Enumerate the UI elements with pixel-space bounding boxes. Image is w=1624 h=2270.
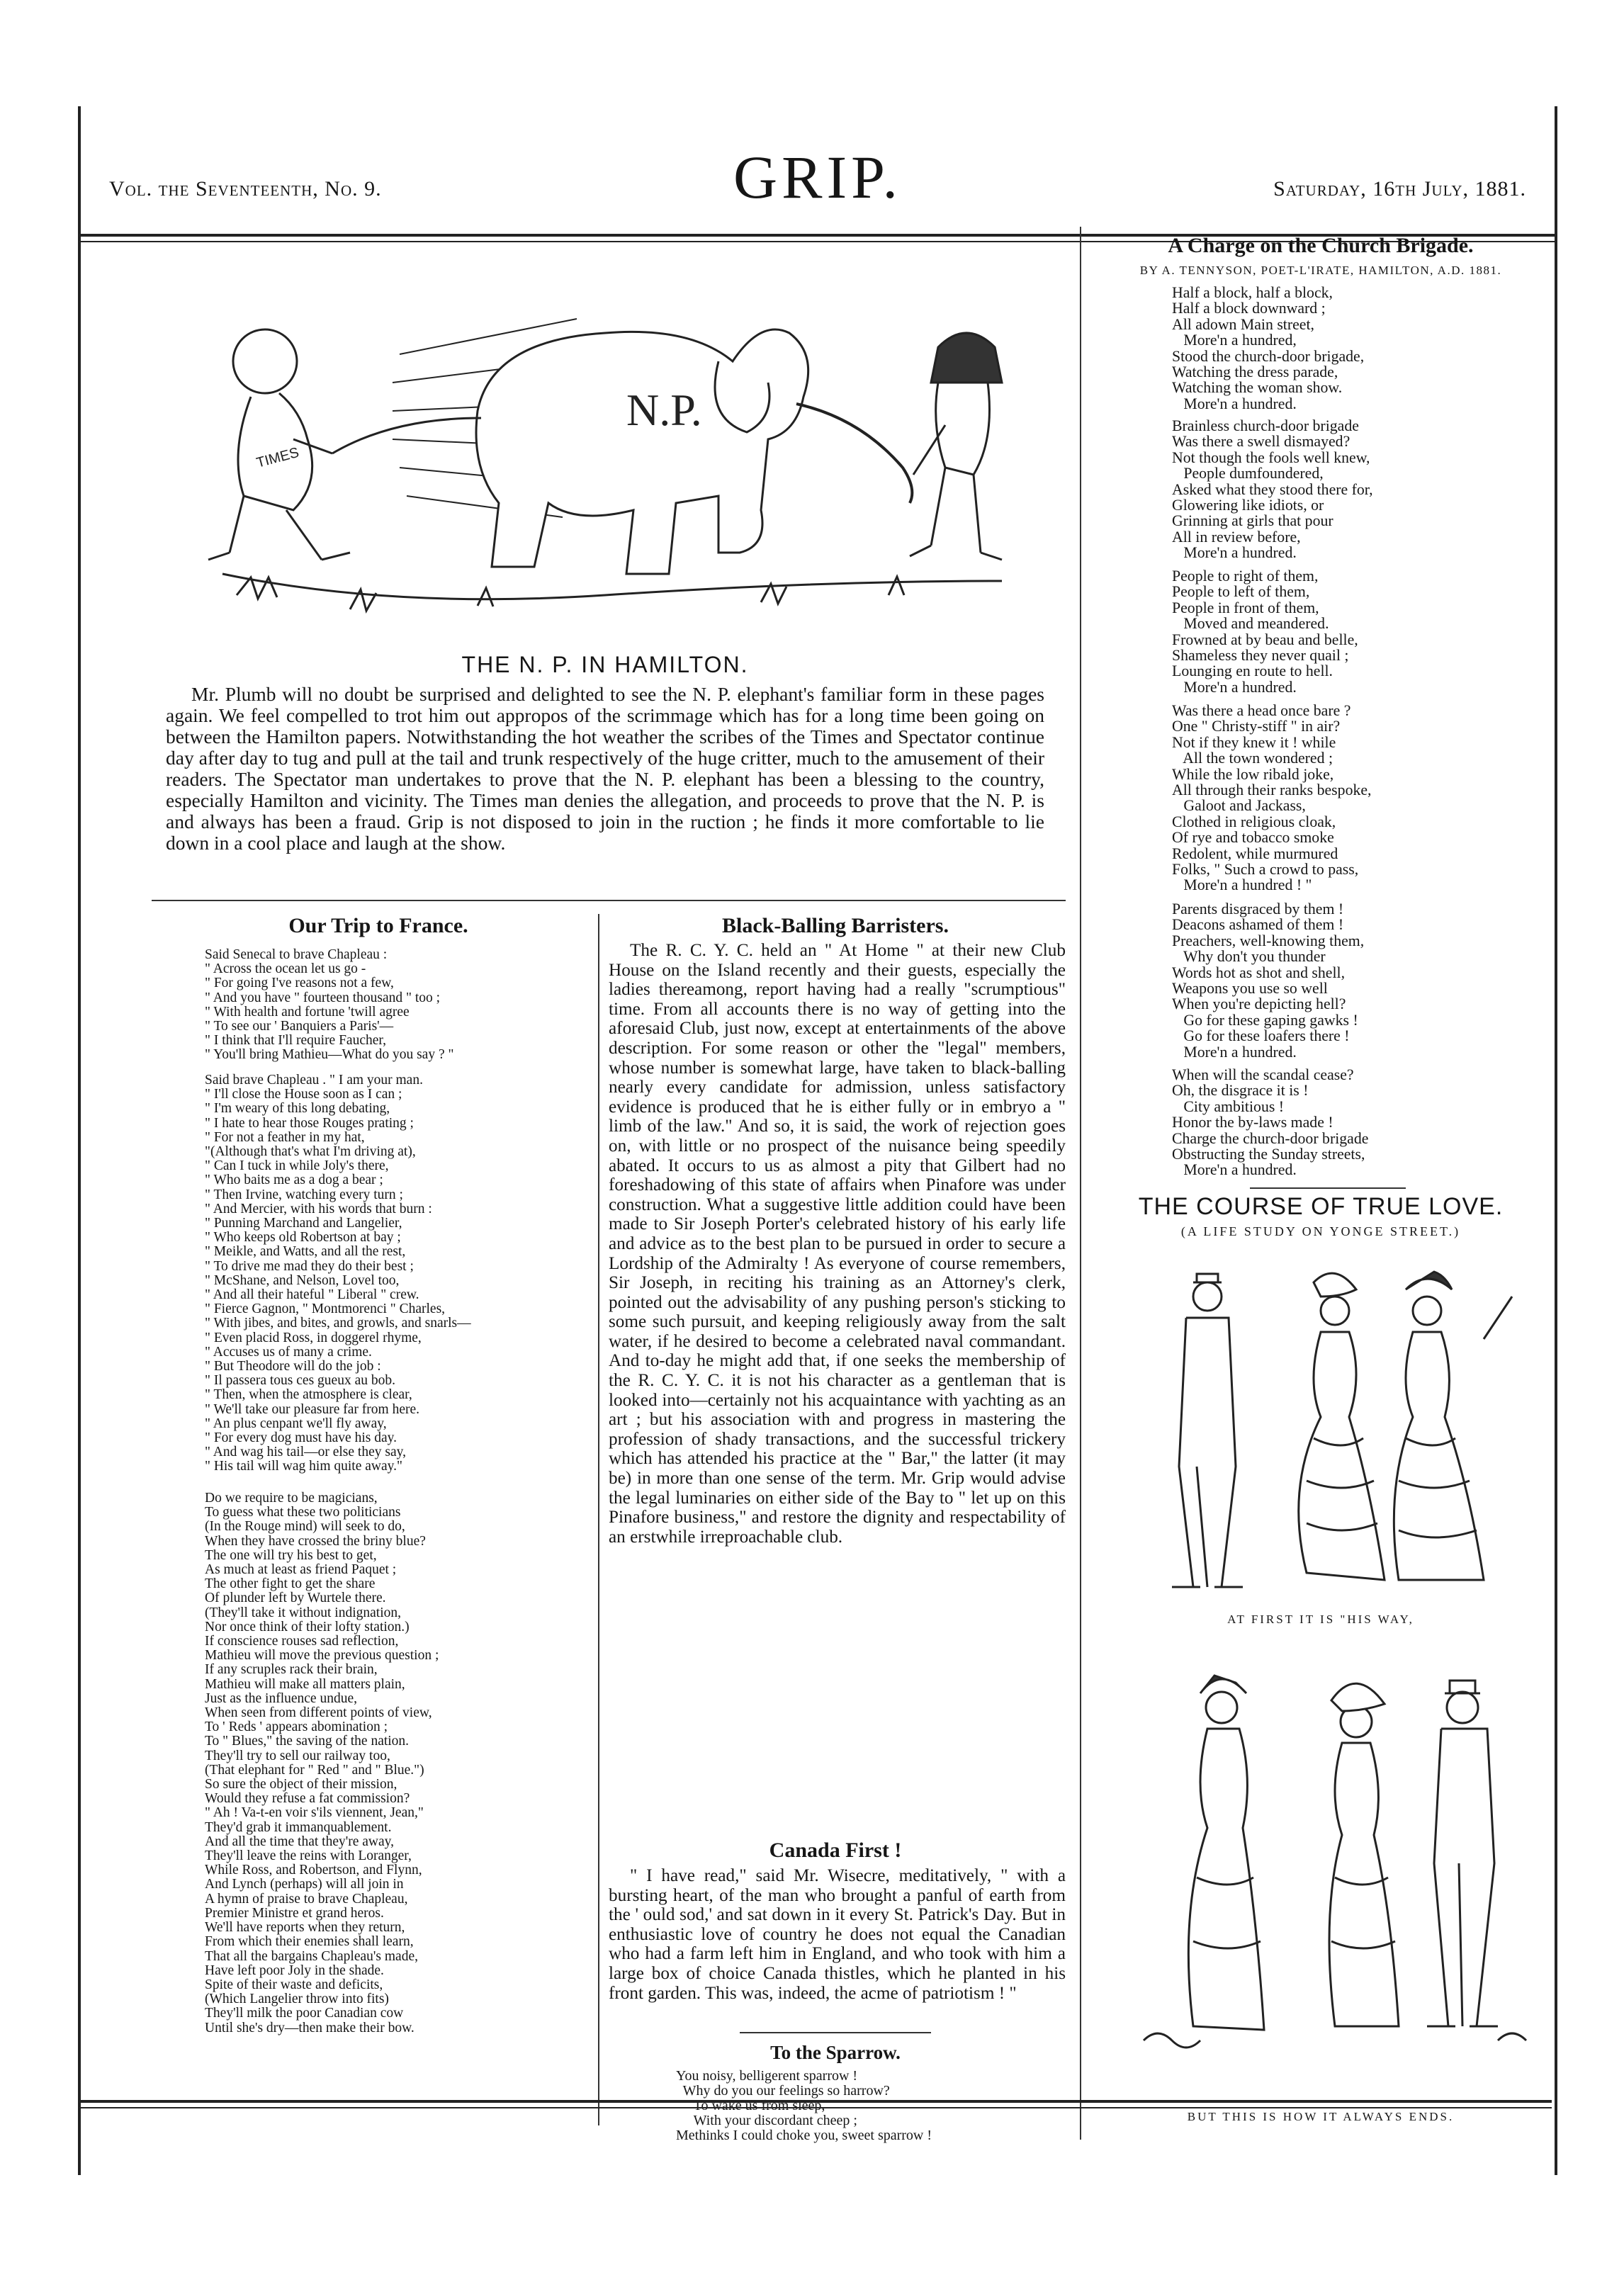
issue-date: Saturday, 16th July, 1881. — [1273, 177, 1526, 201]
love-cartoon-end — [1129, 1644, 1555, 2069]
love-caption-end: BUT THIS IS HOW IT ALWAYS ENDS. — [1187, 2110, 1455, 2123]
love-title: THE COURSE OF TRUE LOVE. — [1138, 1193, 1504, 1220]
canada-article — [609, 1866, 1066, 2003]
times-label: TIMES — [254, 444, 301, 471]
masthead — [81, 128, 1555, 227]
charge-stanza-3: People to right of them, People to left of them, People in front of them, Moved and meandered. Frowned at by beau and belle, Shameless they never quail ; Lounging en route to hell. More'n a hundred. — [1172, 568, 1358, 696]
barristers-text: The R. C. Y. C. held an " At Home " at their new Club House on the Island recently and their guests, especially the ladies thereamong, report having had a really "scrumptious" time. From all accounts there is no way of getting into the aforesaid Club, just now, except at entertainments of the above description. For some reason or other the "legal" members, whose number is somewhat large, have taken to black-balling nearly every candidate for admission, unless satisfactory evidence is produced that he is either fully or in embryo a " limb of the law." And so, it is said, the work of rejection goes on, with little or no prospect of the nuisance being speedily abated. It occurs to us as almost a pity that Gilbert had no foreshadowing of this state of affairs when Pinafore was under construction. What a suggestive little addition could have been made to Sir Joseph Porter's celebrated history of his early life and advice as to the best plan to be pursued in order to secure a Lordship of the Admiralty ! As everyone of course remembers, Sir Joseph, in reciting his training as an Attorney's clerk, pointed out the advisability of any pushing person's sticking to some such pursuit, and keeping religiously away from the salt water, if he desired to become a celebrated naval commandant. And to-day he might add that, if one seeks the membership of the R. C. Y. C. it is not his character as a gentleman that is looked into—certainly not his acquaintance with yachting as an art ; but his association with and progress in mastering the profession of shady transactions, and the successful trickery which has attended his practice at the " Bar," the latter (it may be) in more than one sense of the term. Mr. Grip would advise the legal luminaries on either side of the Bay to " let up on this Pinafore business," and restore the dignity and respectability of an erstwhile irreproachable club. — [609, 941, 1066, 1547]
charge-byline: BY A. TENNYSON, POET-L'IRATE, HAMILTON, A.D. 1881. — [1139, 264, 1502, 277]
newspaper-title: GRIP. — [733, 143, 902, 211]
page-foot-rule-thin — [78, 2107, 1552, 2108]
charge-stanza-6: When will the scandal cease? Oh, the disgrace it is ! City ambitious ! Honor the by-laws made ! Charge the church-door brigade Obstructing the Sunday streets, More'n a hundred. — [1172, 1066, 1369, 1179]
trip-stanza-2: Said brave Chapleau . " I am your man. " I'll close the House soon as I can ; " I'm weary of this long debating, " I hate to hear those Rouges prating ; " For not a feather in my hat, "(Although that's what I'm driving at), " Can I tuck in while Joly's there, " Who baits me as a dog a bear ; " Then Irvine, watching every turn ; " And Mercier, with his words that burn : " Punning Marchand and Langelier, " Who keeps old Robertson at bay ; " Meikle, and Watts, and all the rest, " To drive me mad they do their best ; " McShane, and Nelson, Lovel too, " And all their hateful " Liberal " crew. " Fierce Gagnon, " Montmorenci " Charles, " With jibes, and bites, and growls, and snarls— " Even placid Ross, in doggerel rhyme, " Accuses us of many a crime. " But Theodore will do the job : " Il passera tous ces gueux au bob. " Then, when the atmosphere is clear, " We'll take our pleasure far from here. " An plus cenpant we'll fly away, " For every dog must have his day. " And wag his tail—or else they say, " His tail will wag him quite away." — [205, 1073, 471, 1474]
trip-stanza-1: Said Senecal to brave Chapleau : " Across the ocean let us go - " For going I've reasons not a few, " And you have " fourteen thousand " too ; " With health and fortune 'twill agree " To see our ' Banquiers a Paris'— " I think that I'll require Faucher, " You'll bring Mathieu—What do you say ? " — [205, 947, 454, 1063]
charge-stanza-1: Half a block, half a block, Half a block downward ; All adown Main street, More'n a hundred, Stood the church-door brigade, Watching the dress parade, Watching the woman show. More'n a hundred. — [1172, 284, 1365, 412]
charge-title: A Charge on the Church Brigade. — [1168, 234, 1474, 257]
charge-stanza-5: Parents disgraced by them ! Deacons ashamed of them ! Preachers, well-knowing them, Why don't you thunder Words hot as shot and shell, Weapons you use so well When you're depicting hell? Go for these gaping gawks ! Go for these loafers there ! More'n a hundred. — [1172, 900, 1365, 1061]
cartoon-caption: THE N. P. IN HAMILTON. — [461, 652, 749, 677]
section-rule — [152, 900, 1066, 901]
editorial-text: Mr. Plumb will no doubt be surprised and delighted to see the N. P. elephant's familiar form in these pages again. We feel compelled to trot him out appropos of the scrimmage which has for a long time been going on between the Hamilton papers. Notwithstanding the hot weather the scribes of the Times and Spectator continue day after day to tug and pull at the tail and trunk respectively of the huge critter, much to the amusement of their readers. The Spectator man undertakes to prove that the N. P. elephant has been a blessing to the country, especially Hamilton and vicinity. The Times man denies the allegation, and proceeds to prove that the N. P. is and always has been a fraud. Grip is not disposed to join in the ruction ; he finds it more comfortable to lie down in a cool place and laugh at the show. — [166, 683, 1044, 854]
column-divider-middle — [598, 914, 599, 2125]
trip-title: Our Trip to France. — [288, 914, 468, 937]
sparrow-rule — [740, 2032, 931, 2033]
trip-stanza-3: Do we require to be magicians, To guess what these two politicians (In the Rouge mind) will seek to do, When they have crossed the briny blue? The one will try his best to get, As much at least as friend Paquet ; The other fight to get the share Of plunder left by Wurtele there. (They'll take it without indignation, Nor once think of their lofty station.) If conscience rouses sad reflection, Mathieu will move the previous question ; If any scruples rack their brain, Mathieu will make all matters plain, Just as the influence undue, When seen from different points of view, To ' Reds ' appears abomination ; To " Blues," the saving of the nation. They'll try to sell our railway too, (That elephant for " Red " and " Blue.") So sure the object of their mission, Would they refuse a fat commission? " Ah ! Va-t-en voir s'ils viennent, Jean," They'd grab it immanquablement. And all the time that they're away, They'll leave the reins with Loranger, While Ross, and Robertson, and Flynn, And Lynch (perhaps) will all join in A hymn of praise to brave Chapleau, Premier Ministre et grand heros. We'll have reports when they return, From which their enemies shall learn, That all the bargains Chapleau's made, Have left poor Joly in the shade. Spite of their waste and deficits, (Which Langelier throw into fits) They'll milk the poor Canadian cow Until she's dry—then make their bow. — [205, 1491, 439, 2035]
barristers-article — [609, 941, 1066, 1547]
column-divider-right — [1080, 227, 1081, 2140]
sparrow-title: To the Sparrow. — [770, 2042, 901, 2063]
np-elephant-cartoon — [180, 241, 1030, 638]
np-label: N.P. — [626, 385, 702, 435]
editorial-paragraph — [166, 684, 1044, 854]
love-subtitle: (A LIFE STUDY ON YONGE STREET.) — [1180, 1224, 1461, 1238]
canada-text: " I have read," said Mr. Wisecre, meditatively, " with a bursting heart, of the man who brought a panful of earth from the ' ould sod,' and sat down in it every St. Patrick's Day. But in enthusiastic love of country he does not equal the Canadian who had a farm left him in England, and who took with him a large box of choice Canada thistles, which he planted in his front garden. This was, indeed, the acme of patriotism ! " — [609, 1866, 1066, 2003]
page-foot-rule — [78, 2100, 1552, 2103]
newspaper-page — [78, 106, 1557, 2175]
love-cartoon-first — [1129, 1254, 1555, 1608]
canada-title: Canada First ! — [769, 1839, 902, 1862]
charge-stanza-2: Brainless church-door brigade Was there a swell dismayed? Not though the fools well knew, People dumfoundered, Asked what they stood there for, Glowering like idiots, or Grinning at girls that pour All in review before, More'n a hundred. — [1172, 417, 1373, 562]
barristers-title: Black-Balling Barristers. — [722, 914, 949, 937]
charge-stanza-4: Was there a head once bare ? One " Christy-stiff " in air? Not if they knew it ! while All the town wondered ; While the low ribald joke, All through their ranks bespoke, Galoot and Jackass, Clothed in religious cloak, Of rye and tobacco smoke Redolent, while murmured Folks, " Such a crowd to pass, More'n a hundred ! " — [1172, 702, 1372, 894]
sparrow-poem: You noisy, belligerent sparrow ! Why do you our feelings so harrow? To wake us from sleep, With your discordant cheep ; Methinks I could choke you, sweet sparrow ! — [676, 2068, 932, 2143]
volume-number: Vol. the Seventeenth, No. 9. — [109, 177, 382, 201]
love-rule — [1250, 1187, 1406, 1189]
love-caption-first: AT FIRST IT IS "HIS WAY, — [1227, 1613, 1414, 1626]
